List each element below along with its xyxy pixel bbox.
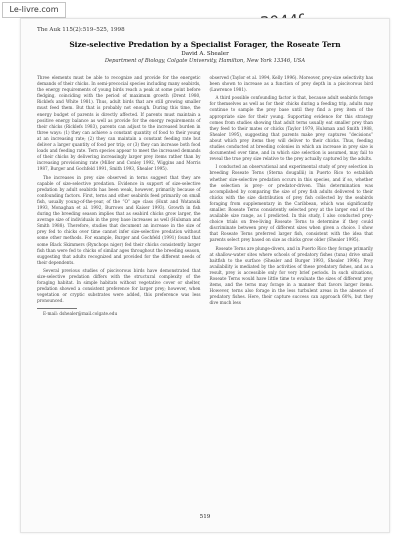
- paragraph: observed (Taylor et al. 1994, Kelly 1996). Moreover, prey-size selectivity has been shown to increase as a function of prey depth in a piscivorous bird (Lawrence 1981).: [209, 75, 373, 93]
- paragraph: A third possible confounding factor is that, because adult seabirds forage for themselves as well as for their chicks during a feeding trip, adults may continue to sample the prey base until they find a prey item of the appropriate size for their young. Supporting evidence for this strategy comes from studies showing that adult terns usually eat smaller prey than they feed to their mates or chicks (Taylor 1979, Hulsman and Smith 1988, Shealer 1995), suggesting that parents make prey captures “decisions” about which prey items they will deliver to their chicks. Thus, feeding studies conducted at breeding colonies in which an increase in prey size is documented over time, and in which size selection is assumed, may fail to reveal the true prey size relative to the prey actually captured by the adults.: [209, 95, 373, 162]
- site-watermark: Le-livre.com: [2, 2, 66, 18]
- left-column: [37, 75, 201, 481]
- author-name: David A. Shealer: [181, 51, 229, 57]
- paragraph: The increases in prey size observed in terns suggest that they are capable of size-selective predation. Evidence in support of size-selective predation by adult seabirds has been weak, however, primarily because of confounding factors. First, terns and other seabirds feed primarily on small fish, usually young-of-the-year, of the “O” age class (Hunt and Watanuki 1993, Monaghan et al. 1992, Burrows and Kaiser 1993). Growth in fish during the breeding season implies that as seabird chicks grow larger, the average size of individuals in the prey base increases as well (Hulsman and Smith 1988). Therefore, studies that document an increase in the size of prey fed to chicks over time cannot infer size-selective predation without some other methods. For example, Burger and Gochfeld (1991) found that some Black Skimmers (Rynchops niger) fed their chicks consistently larger fish than were fed to chicks of similar ages throughout the breeding season, suggesting that adults recognized and provided for the different needs of their dependents.: [37, 174, 201, 265]
- paragraph: Three elements must be able to recognize and provide for the energetic demands of their chicks. In semi-precocial species including many seabirds, the energy requirements of young birds reach a peak at some point before fledging, coinciding with the period of maximum growth (Drent 1980, Ricklefs and White 1981). Thus, adult birds that are still growing smaller must feed them. But that is probably not enough. During this time, the energy budget of parents is directly affected. If parents must maintain a positive energy balance as well as provide for the energy requirements of their chicks (Ricklefs 1983), parents can adjust to the increased burden in three ways: (1) they can achieve a constant quantity of food to their young at an increasing rate; (2) they can maintain a constant feeding rate but deliver a larger quantity of food per trip; or (3) they can increase both food loads and feeding rate. Tern species appear to meet the increased demands of their chicks by delivering increasingly larger prey items rather than by increasing provisioning rate (Miller and Conley 1992, Wiggins and Morris 1987, Burger and Gochfeld 1991, Smith 1993, Shealer 1995).: [37, 75, 201, 172]
- paragraph: I conducted an observational and experimental study of prey selection in breeding Roseate Terns (Sterna dougallii) in Puerto Rico to establish whether size-selective predation occurs in this species, and if so, whether the selection is prey- or predator-driven. This determination was accomplished by comparing the size of prey fish adults delivered to their chicks with the size distribution of prey fish collected by the seabirds foraging from supplementary in the Caribbean, which was significantly smaller. Roseate Terns consistently selected prey at the larger end of the available size range, as I predicted. In this study, I also conducted prey-choice trials on free-living Roseate Terns to determine if they could discriminate between prey of different sizes when given a choice. I show that Roseate Terns preferred larger fish, consistent with the idea that parents select prey based on size as chicks grow older (Shealer 1995).: [209, 164, 373, 243]
- page-number: 519: [199, 514, 211, 520]
- footnote-email: E-mail: dshealer@mail.colgate.edu: [43, 311, 118, 317]
- author-affiliation: Department of Biology, Colgate University, Hamilton, New York 13346, USA: [104, 58, 306, 64]
- paragraph: Roseate Terns are plunge-divers, and in Puerto Rico they forage primarily at shallow-water sites where schools of predatory fishes (tuna) drive small baitfish to the surface (Shealer and Burger 1993, Shealer 1996). Prey availability is mediated by the activities of these predatory fishes, and as a result, prey is accessible only for very brief periods. In such situations, Roseate Terns would have little time to evaluate the sizes of different prey items, and the terns may forage in a manner that favors larger items. However, terns also forage in the less turbulent areas in the absence of predatory fishes. Here, their capture success can approach 60%, but they dive much less: [209, 245, 373, 306]
- paper-page: [20, 18, 390, 533]
- article-body: [37, 75, 373, 481]
- paragraph: Several previous studies of piscivorous birds have demonstrated that size-selective predation differs with the structural complexity of the foraging habitat. In simple habitats without vegetative cover or shelter, predation showed a consistent preference for larger prey; however, when vegetation or cryptic substrates were added, this preference was less pronounced.: [37, 267, 201, 304]
- journal-citation: The Auk 115(2):519–525, 1998: [37, 27, 125, 33]
- footnote-rule: [37, 308, 77, 309]
- right-column: [210, 75, 374, 481]
- article-title: Size-selective Predation by a Specialist Forager, the Roseate Tern: [69, 40, 341, 49]
